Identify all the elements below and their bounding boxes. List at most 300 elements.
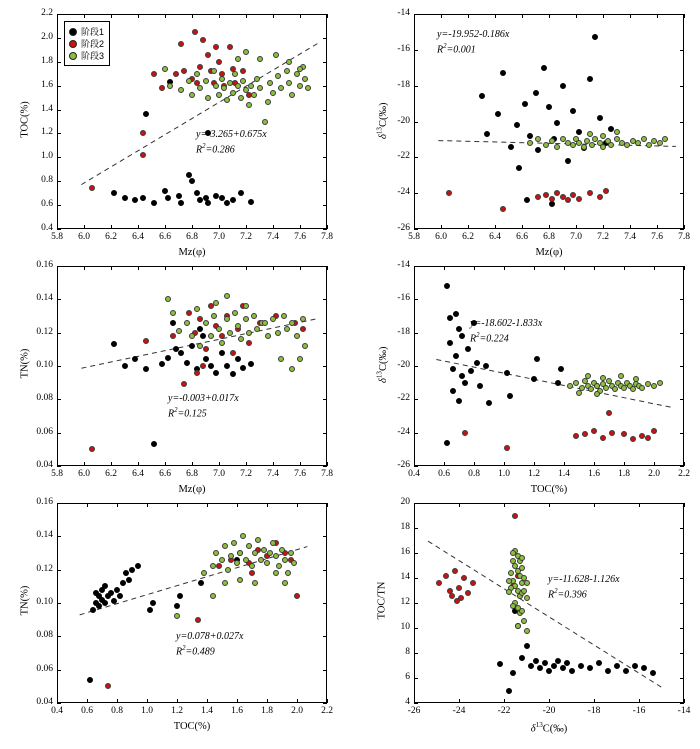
data-point [587, 190, 593, 196]
data-point [108, 590, 114, 596]
y-tick [57, 466, 61, 467]
data-point [542, 660, 548, 666]
data-point [87, 677, 93, 683]
data-point [600, 375, 606, 381]
data-point [257, 85, 263, 91]
x-tick-label: 2.2 [321, 706, 333, 716]
regression-annotation [470, 317, 542, 345]
data-point [205, 52, 211, 58]
data-point [459, 373, 465, 379]
data-point [504, 370, 510, 376]
data-point [554, 144, 560, 150]
x-tick-label: 7.6 [294, 469, 306, 479]
data-point [170, 320, 176, 326]
x-tick-label: 0.8 [111, 706, 123, 716]
y-tick-label: 18 [400, 522, 410, 532]
data-point [235, 323, 241, 329]
data-point [521, 588, 527, 594]
data-point [555, 658, 561, 664]
y-tick-label: -22 [397, 393, 410, 404]
data-point [589, 142, 595, 148]
data-point [240, 365, 246, 371]
x-tick-label: 1.2 [171, 706, 183, 716]
y-tick [414, 229, 418, 230]
y-tick-label: 0.16 [36, 260, 53, 270]
regression-annotation [548, 573, 620, 601]
data-point [284, 326, 290, 332]
data-point [470, 580, 476, 586]
x-tick-label: 7.6 [651, 232, 663, 242]
data-point [436, 580, 442, 586]
x-tick-label: 6.2 [105, 232, 117, 242]
data-point [510, 603, 516, 609]
data-point [213, 83, 219, 89]
data-point [450, 388, 456, 394]
data-point [254, 76, 260, 82]
y-axis-title: TN(%) [19, 348, 31, 379]
data-point [639, 385, 645, 391]
data-point [102, 600, 108, 606]
data-point [243, 557, 249, 563]
x-tick-label: 6.8 [186, 232, 198, 242]
data-point [184, 360, 190, 366]
data-point [151, 200, 157, 206]
data-point [657, 380, 663, 386]
fit-equation: y=-18.602-1.833x [470, 318, 543, 329]
data-point [533, 90, 539, 96]
x-tick [327, 699, 328, 703]
data-point [565, 158, 571, 164]
data-point [122, 363, 128, 369]
data-point [479, 93, 485, 99]
legend-item[interactable] [69, 38, 104, 49]
data-point [201, 570, 207, 576]
data-point [524, 643, 530, 649]
y-tick-label: 14 [400, 572, 410, 582]
x-tick-label: 7.6 [294, 232, 306, 242]
data-point [273, 52, 279, 58]
data-point [549, 138, 555, 144]
y-tick-label: 20 [400, 497, 410, 507]
data-point [165, 195, 171, 201]
x-tick-label: 1.4 [201, 706, 213, 716]
x-tick-label: 0.6 [81, 706, 93, 716]
x-tick-label: 2.2 [678, 469, 690, 479]
data-point [508, 570, 514, 576]
data-point [535, 194, 541, 200]
x-tick-top [327, 266, 328, 270]
data-point [462, 430, 468, 436]
data-point [219, 557, 225, 563]
data-point [222, 580, 228, 586]
y-tick-label: 0.8 [41, 175, 53, 186]
data-point [282, 580, 288, 586]
data-point [651, 428, 657, 434]
data-point [465, 590, 471, 596]
data-point [541, 65, 547, 71]
data-point [186, 310, 192, 316]
legend [64, 21, 110, 66]
data-point [546, 668, 552, 674]
data-point [468, 368, 474, 374]
y-tick-label: 1.6 [41, 79, 53, 90]
y-tick-label: -16 [397, 293, 410, 304]
x-axis-title: Mz(φ) [178, 247, 206, 258]
x-tick-label: 7.0 [570, 232, 582, 242]
y-tick-label: 0.08 [36, 393, 53, 404]
x-tick-label: 1.8 [261, 706, 273, 716]
data-point [507, 393, 513, 399]
data-point [585, 373, 591, 379]
data-point [219, 350, 225, 356]
data-point [200, 333, 206, 339]
x-tick-label: 1.6 [231, 706, 243, 716]
data-point [265, 333, 271, 339]
data-point [650, 670, 656, 676]
y-tick-label: 1.0 [41, 151, 53, 162]
data-point [238, 336, 244, 342]
legend-label: 阶段1 [81, 27, 105, 37]
data-point [232, 71, 238, 77]
data-point [609, 430, 615, 436]
data-point [576, 196, 582, 202]
data-point [524, 595, 530, 601]
data-point [208, 333, 214, 339]
data-point [527, 133, 533, 139]
y-tick-label: 0.4 [41, 223, 53, 233]
y-tick-right [323, 466, 327, 467]
data-point [208, 363, 214, 369]
x-tick-label: 6.4 [132, 232, 144, 242]
x-tick-label: 6.0 [78, 232, 90, 242]
x-tick-label: -20 [542, 706, 556, 716]
data-point [165, 355, 171, 361]
y-tick-label: 8 [405, 647, 410, 657]
data-point [238, 190, 244, 196]
y-axis-title: TN(%) [19, 585, 31, 616]
data-point [456, 398, 462, 404]
data-point [614, 129, 620, 135]
data-point [246, 330, 252, 336]
y-tick-label: 10 [400, 622, 410, 632]
x-tick-label: 6.4 [132, 469, 144, 479]
x-tick-label: 7.4 [624, 232, 636, 242]
data-point [286, 59, 292, 65]
y-tick-right [680, 466, 684, 467]
data-point [302, 76, 308, 82]
data-point [591, 428, 597, 434]
data-point [512, 513, 518, 519]
y-tick-label: -18 [397, 326, 410, 337]
data-point [618, 373, 624, 379]
y-tick-label: -16 [397, 43, 410, 54]
fit-r2: $R^2=0.001$ [437, 42, 476, 55]
x-tick-label: 6.4 [489, 232, 501, 242]
y-tick-label: 0.14 [36, 530, 53, 541]
data-point [219, 333, 225, 339]
data-point [504, 445, 510, 451]
data-point [596, 660, 602, 666]
data-point [281, 313, 287, 319]
x-tick-label: 2.0 [291, 706, 303, 716]
data-point [203, 78, 209, 84]
data-point [510, 670, 516, 676]
y-tick-label: -20 [397, 115, 410, 126]
y-tick-label: 0.12 [36, 563, 53, 574]
data-point [606, 410, 612, 416]
fit-r2: $R^2=0.224$ [470, 331, 509, 344]
data-point [549, 196, 555, 202]
data-point [270, 90, 276, 96]
data-point [537, 665, 543, 671]
data-point [178, 200, 184, 206]
legend-item[interactable] [69, 50, 104, 61]
legend-swatch [69, 52, 77, 60]
x-tick-top [684, 266, 685, 270]
data-point [129, 567, 135, 573]
x-tick-label: 1.0 [498, 469, 510, 479]
data-point [519, 555, 525, 561]
x-tick-label: 5.8 [51, 232, 63, 242]
x-tick-label: 5.8 [408, 232, 420, 242]
data-point [170, 310, 176, 316]
data-point [524, 580, 530, 586]
data-point [560, 83, 566, 89]
x-tick-label: 7.2 [240, 469, 252, 479]
data-point [123, 570, 129, 576]
data-point [235, 83, 241, 89]
data-point [456, 585, 462, 591]
data-point [524, 628, 530, 634]
data-point [173, 71, 179, 77]
data-point [189, 343, 195, 349]
data-point [623, 668, 629, 674]
data-point [279, 547, 285, 553]
data-point [564, 660, 570, 666]
data-point [549, 201, 555, 207]
x-tick-label: 7.2 [240, 232, 252, 242]
data-point [519, 608, 525, 614]
regression-annotation [437, 28, 509, 56]
data-point [285, 570, 291, 576]
x-tick [684, 699, 685, 703]
y-tick [414, 703, 418, 704]
data-point [447, 315, 453, 321]
data-point [151, 71, 157, 77]
y-tick-label: -26 [397, 460, 410, 470]
data-point [205, 200, 211, 206]
regression-line [57, 266, 327, 466]
data-point [510, 550, 516, 556]
data-point [216, 59, 222, 65]
data-point [273, 570, 279, 576]
data-point [237, 550, 243, 556]
data-point [576, 129, 582, 135]
regression-annotation [168, 392, 239, 420]
fit-r2: $R^2=0.396$ [548, 587, 587, 600]
x-tick-label: -14 [677, 706, 691, 716]
data-point [189, 333, 195, 339]
y-tick-label: 0.04 [36, 460, 53, 470]
data-point [573, 380, 579, 386]
data-point [560, 665, 566, 671]
data-point [246, 340, 252, 346]
data-point [255, 537, 261, 543]
data-point [230, 371, 236, 377]
y-tick-label: 1.2 [41, 127, 53, 138]
data-point [195, 617, 201, 623]
y-tick-label: 12 [400, 597, 410, 607]
data-point [162, 66, 168, 72]
data-point [508, 144, 514, 150]
data-point [243, 303, 249, 309]
fit-r2: $R^2=0.489$ [176, 644, 215, 657]
data-point [230, 350, 236, 356]
data-point [587, 665, 593, 671]
data-point [641, 665, 647, 671]
data-point [231, 540, 237, 546]
data-point [453, 353, 459, 359]
data-point [252, 580, 258, 586]
data-point [262, 320, 268, 326]
y-axis-title: TOC(%) [19, 100, 31, 138]
data-point [600, 144, 606, 150]
data-point [522, 101, 528, 107]
data-point [533, 658, 539, 664]
y-tick-label: 0.06 [36, 426, 53, 437]
y-tick-label: 4 [405, 697, 410, 707]
data-point [506, 578, 512, 584]
data-point [197, 64, 203, 70]
data-point [459, 333, 465, 339]
y-tick [414, 466, 418, 467]
data-point [176, 193, 182, 199]
data-point [578, 663, 584, 669]
fit-equation: y=-19.952-0.186x [437, 29, 510, 40]
data-point [651, 383, 657, 389]
data-point [200, 363, 206, 369]
data-point [608, 142, 614, 148]
x-tick-label: 6.6 [159, 469, 171, 479]
x-tick-label: 6.2 [105, 469, 117, 479]
data-point [203, 356, 209, 362]
legend-label: 阶段2 [81, 39, 105, 49]
data-point [587, 76, 593, 82]
data-point [122, 195, 128, 201]
data-point [211, 313, 217, 319]
x-tick-label: 6.8 [186, 469, 198, 479]
x-axis-title: Mz(φ) [178, 484, 206, 495]
data-point [514, 122, 520, 128]
data-point [462, 380, 468, 386]
x-tick-label: 0.4 [408, 469, 420, 479]
y-tick-right [323, 229, 327, 230]
data-point [289, 320, 295, 326]
x-tick-label: 6.2 [462, 232, 474, 242]
y-tick-right [680, 229, 684, 230]
x-tick-label: 1.8 [618, 469, 630, 479]
data-point [90, 607, 96, 613]
x-tick-label: 5.8 [51, 469, 63, 479]
x-tick-label: 1.6 [588, 469, 600, 479]
data-point [447, 340, 453, 346]
x-tick-label: 6.6 [516, 232, 528, 242]
data-point [567, 383, 573, 389]
x-tick-label: 7.4 [267, 469, 279, 479]
data-point [519, 565, 525, 571]
x-tick-top [684, 14, 685, 18]
data-point [213, 300, 219, 306]
data-point [203, 320, 209, 326]
data-point [600, 435, 606, 441]
x-tick-label: 7.8 [678, 232, 690, 242]
x-tick-label: 6.0 [78, 469, 90, 479]
data-point [111, 190, 117, 196]
data-point [587, 131, 593, 137]
y-tick-label: 1.4 [41, 103, 53, 114]
data-point [213, 550, 219, 556]
data-point [291, 560, 297, 566]
y-tick-label: -24 [397, 187, 410, 198]
data-point [237, 577, 243, 583]
data-point [252, 550, 258, 556]
legend-label: 阶段3 [81, 51, 105, 61]
data-point [234, 560, 240, 566]
data-point [444, 283, 450, 289]
x-axis-title: TOC(%) [530, 484, 568, 495]
data-point [519, 655, 525, 661]
data-point [506, 688, 512, 694]
x-tick-label: 0.6 [438, 469, 450, 479]
x-tick-label: 1.4 [558, 469, 570, 479]
data-point [120, 580, 126, 586]
y-tick-label: 0.06 [36, 663, 53, 674]
data-point [297, 83, 303, 89]
y-tick-right [323, 703, 327, 704]
y-tick-label: 0.04 [36, 697, 53, 707]
y-tick [57, 229, 61, 230]
data-point [444, 440, 450, 446]
fit-equation: y=-3.265+0.675x [196, 129, 267, 140]
data-point [114, 587, 120, 593]
y-tick-label: -20 [397, 360, 410, 370]
data-point [486, 400, 492, 406]
data-point [184, 320, 190, 326]
legend-swatch [69, 28, 77, 36]
data-point [605, 668, 611, 674]
data-point [219, 340, 225, 346]
data-point [262, 119, 268, 125]
regression-annotation [176, 630, 243, 658]
data-point [230, 90, 236, 96]
legend-item[interactable] [69, 26, 104, 37]
y-tick-label: 0.10 [36, 360, 53, 370]
y-tick-label: 16 [400, 547, 410, 557]
x-tick-label: 0.4 [51, 706, 63, 716]
data-point [284, 68, 290, 74]
data-point [203, 346, 209, 352]
y-tick-label: 0.12 [36, 326, 53, 337]
data-point [150, 600, 156, 606]
y-tick-label: -18 [397, 79, 410, 90]
data-point [569, 668, 575, 674]
y-tick-label: -26 [397, 223, 410, 233]
y-tick-label: 2.0 [41, 31, 53, 42]
data-point [147, 607, 153, 613]
data-point [230, 197, 236, 203]
data-point [213, 370, 219, 376]
data-point [477, 383, 483, 389]
